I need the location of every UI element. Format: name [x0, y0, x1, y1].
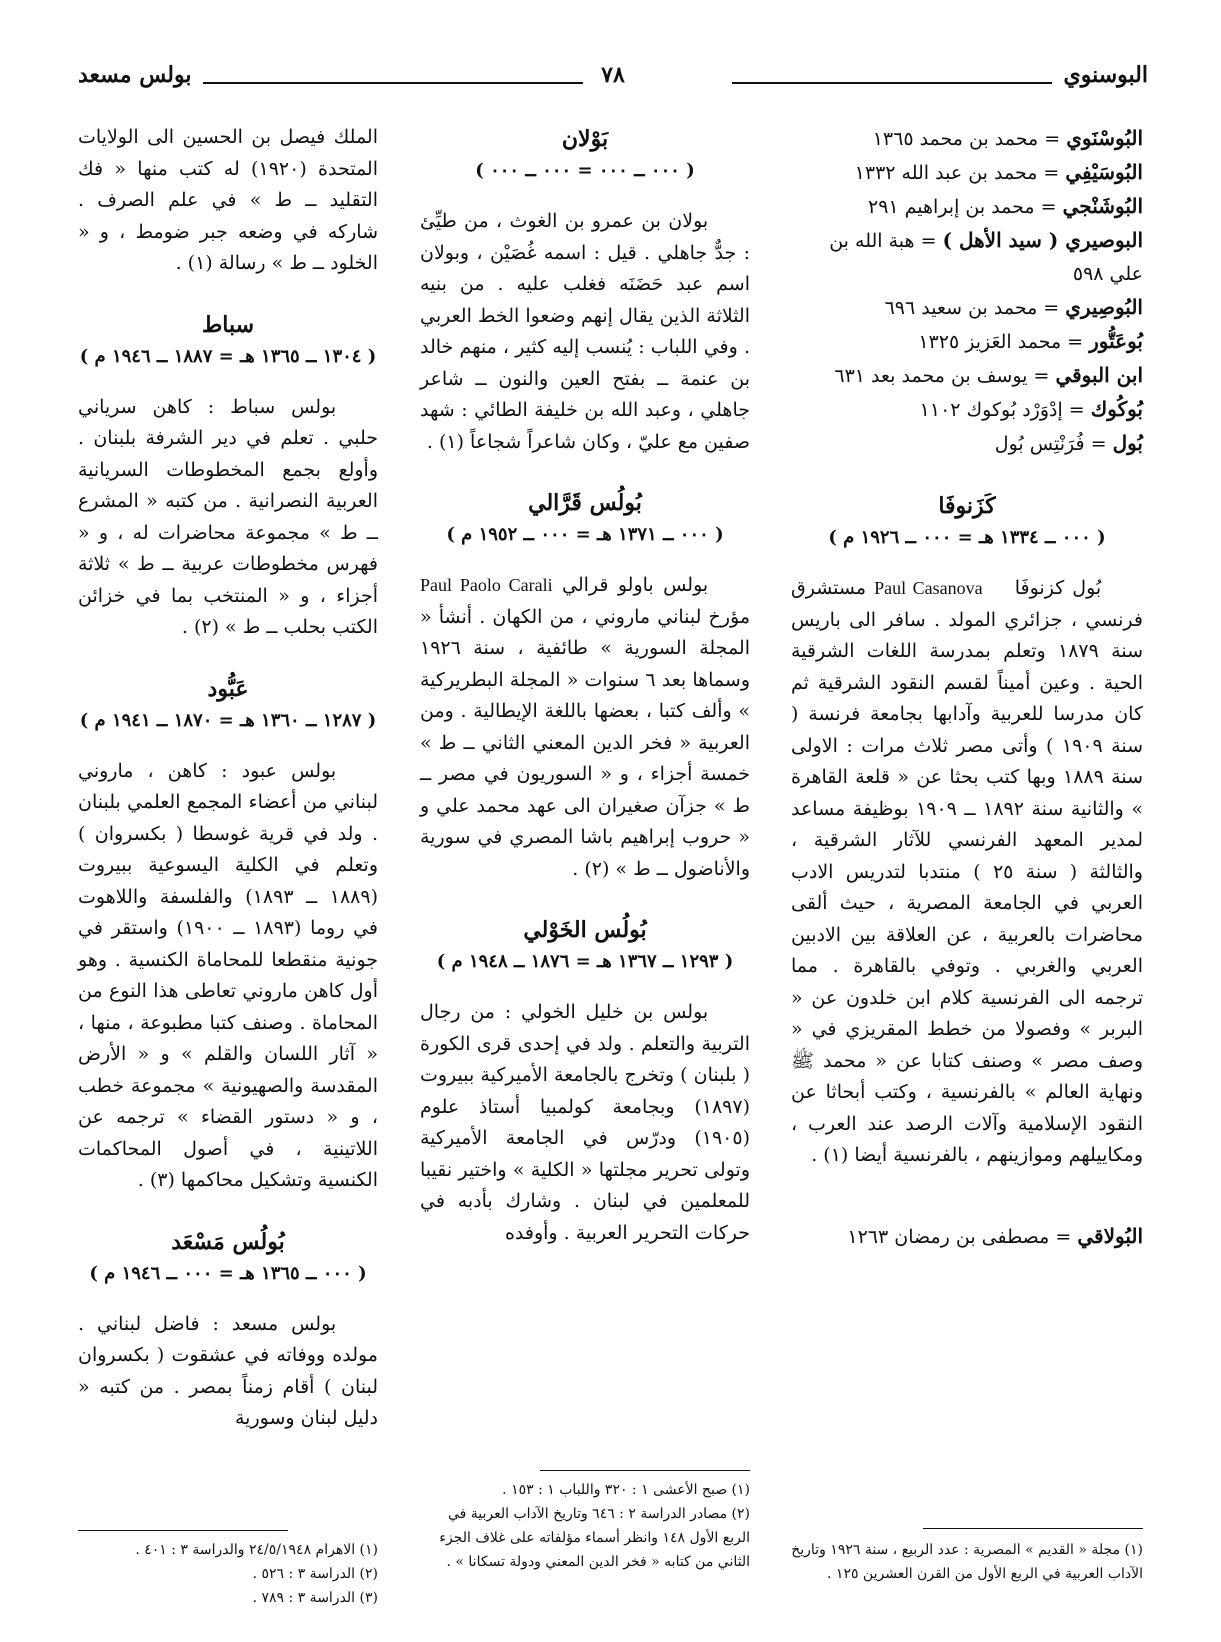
latin-name: Paul Casanova: [874, 578, 983, 598]
cross-reference: البُوسْنَوي = محمد بن محمد ١٣٦٥: [872, 126, 1143, 150]
entry-body: بولان بن عمرو بن الغوث ، من طيِّئ : جدٌّ جاهلي . قيل : اسمه غُصَيْن ، وبولان اسم عبد حَضَنَه فغلب عليه . من بنيه الثلاثة الذين يقال إنهم وضعوا الخط العربي . وفي اللباب : يُنسب إليه كثير ، منهم خالد بن عنمة ــ بفتح العين والنون ــ شاعر جاهلي ، وعبد الله بن خليفة الطائي : شهد صفين مع عليّ ، وكان شاعراً شجاعاً (١) .: [420, 210, 750, 453]
entry-dates: ( ١٣٠٤ ــ ١٣٦٥ هـ = ١٨٨٧ ــ ١٩٤٦ م ): [79, 345, 377, 367]
cross-reference: البُولاقي = مصطفى بن رمضان ١٢٦٣: [847, 1223, 1143, 1248]
header-rule-right: [732, 82, 1052, 84]
entry-title: سباط: [201, 311, 255, 338]
footnote: (١) مجلة « القديم » المصرية : عدد الربيع ، سنة ١٩٢٦ وتاريخ الآداب العربية في الربع الأول من القرن العشرين ١٢٥ .: [791, 1542, 1143, 1582]
running-header: [78, 62, 1148, 92]
cross-reference: البُوشَنْجي = محمد بن إبراهيم ٢٩١: [867, 194, 1143, 218]
entry-body: بولس بن خليل الخولي : من رجال التربية والتعلم . ولد في إحدى قرى الكورة ( بلبنان ) وتخرج بالجامعة الأميركية ببيروت (١٨٩٧) وبجامعة كولمبيا أستاذ علوم (١٩٠٥) ودرّس في الجامعة الأميركية وتولى تحرير مجلتها « الكلية » واختير نقيبا للمعلمين في لبنان . وشارك بأدبه في حركات التحرير العربية . وأوفده: [420, 1001, 750, 1244]
footnote: (١) الاهرام ٢٤/٥/١٩٤٨ والدراسة ٣ : ٤٠١ .: [135, 1542, 378, 1558]
left-footnotes: [78, 1538, 378, 1610]
entry-body: بولس عبود : كاهن ، ماروني لبناني من أعضاء المجمع العلمي بلبنان . ولد في قرية غوسطا ( بكسروان ) وتعلم في الكلية اليسوعية ببيروت (١٨٨٩ ــ ١٨٩٣) والفلسفة واللاهوت في روما (١٨٩٣ ــ ١٩٠٠) واستقر في جونية منقطعا للمحاماة الكنسية . وهو أول كاهن ماروني تعاطى هذا النوع من المحاماة . وصنف كتبا مطبوعة ، منها ، « آثار اللسان والقلم » و « الأرض المقدسة والصهيونية » مجموعة خطب ، و « دستور القضاء » ترجمه عن اللاتينية ، في أصول المحاكمات الكنسية وتشكيل محاكمها (٣) .: [78, 759, 379, 1191]
footnote: (٢) الدراسة ٣ : ٥٢٦ .: [252, 1566, 378, 1582]
latin-name: Paul Paolo Carali: [420, 575, 553, 595]
left-column: [78, 122, 378, 1435]
entry-title: عَبُّود: [207, 675, 249, 702]
middle-column: [420, 122, 750, 1249]
cross-reference: البُوصِيري = محمد بن سعيد ٦٩٦: [884, 295, 1143, 319]
header-last-entry: بولس مسعد: [78, 62, 192, 88]
cross-reference: بُول = فُرَنْتِس بُول: [994, 431, 1143, 455]
middle-footnotes: [420, 1478, 750, 1574]
cross-reference: البوصيري ( سيد الأهل ) = هبة الله بن علي ٥٩٨: [829, 228, 1143, 285]
entry-dates: ( ٠٠٠ ــ ٠٠٠ = ٠٠٠ ــ ٠٠٠ ): [475, 160, 695, 181]
entry-title: بَوْلان: [561, 126, 609, 152]
footnote: (١) صبح الأعشى ١ : ٣٢٠ واللباب ١ : ١٥٣ .: [502, 1482, 750, 1498]
entry-title: بُولُس الخَوْلي: [523, 917, 647, 943]
entry-dates: ( ٠٠٠ ــ ١٣٣٤ هـ = ٠٠٠ ــ ١٩٢٦ م ): [828, 527, 1106, 548]
footnote-rule-left: [78, 1530, 288, 1531]
entry-continuation: الملك فيصل بن الحسين الى الولايات المتحدة (١٩٢٠) له كتب منها « فك التقليد ــ ط » في علم الصرف . شاركه في وضعه جبر ضومط ، و « الخلود ــ ط » رسالة (١) .: [78, 126, 378, 274]
header-rule-left: [203, 82, 583, 84]
entry-title: بُولُس قَرَّالي: [528, 490, 642, 516]
page-number: ٧٨: [601, 62, 625, 88]
entry-dates: ( ١٢٨٧ ــ ١٣٦٠ هـ = ١٨٧٠ ــ ١٩٤١ م ): [79, 709, 377, 731]
footnote-rule-middle: [540, 1470, 750, 1471]
entry-title: بُولُس مَسْعَد: [171, 1228, 285, 1255]
right-footnotes: [791, 1538, 1143, 1586]
entry-dates: ( ٠٠٠ ــ ١٣٧١ هـ = ٠٠٠ ــ ١٩٥٢ م ): [446, 524, 724, 545]
entry-title: كَزَنوفَا: [938, 493, 996, 519]
cross-reference: بُوعَتُّور = محمد العَزيز ١٣٢٥: [918, 329, 1143, 353]
footnote: (٢) مصادر الدراسة ٢ : ٦٤٦ وتاريخ الآداب العربية في الربع الأول ١٤٨ وانظر أسماء مؤلفاته على غلاف الجزء الثاني من كتابه « فخر الدين المعني ودولة تسكانا » .: [439, 1506, 750, 1570]
entry-body: بولس مسعد : فاضل لبناني . مولده ووفاته في عشقوت ( بكسروان لبنان ) أقام زمناً بمصر . من كتبه « دليل لبنان وسورية: [78, 1312, 378, 1429]
cross-reference: بُوكُوك = إدْوَرْد بُوكوك ١١٠٢: [919, 397, 1143, 421]
footnote: (٣) الدراسة ٣ : ٧٨٩ .: [252, 1590, 378, 1606]
header-first-entry: البوسنوي: [1063, 62, 1148, 88]
right-column: [791, 122, 1143, 1254]
cross-reference: البُوسَيْفِي = محمد بن عبد الله ١٣٣٢: [854, 160, 1143, 184]
entry-body: بُول كزنوفَا Paul Casanova مستشرق فرنسي ، جزائري المولد . سافر الى باريس سنة ١٨٧٩ وتعلم بمدرسة اللغات الشرقية الحية . وعين أميناً لقسم النقود الشرقية ثم كان مدرسا للعربية وآدابها بجامعة فرنسة ( سنة ١٩٠٩ ) وأتى مصر ثلاث مرات : الاولى سنة ١٨٨٩ وبها كتب بحثا عن « قلعة القاهرة » والثانية سنة ١٨٩٢ ــ ١٩٠٩ بوظيفة مساعد لمدير المعهد الفرنسي للآثار الشرقية ، والثالثة ( سنة ٢٥ ) منتدبا لتدريس الادب العربي في الجامعة المصرية ، حيث ألقى محاضرات بالعربية ، عن العلاقة بين الادبين العربي والغربي . وتوفي بالقاهرة . مما ترجمه الى الفرنسية كلام ابن خلدون عن « البربر » وفصولا من خطط المقريزي في « وصف مصر » وصنف كتابا عن « محمد ﷺ ونهاية العالم » بالفرنسية ، وكتب أبحاثا عن النقود الإسلامية وآلات الرصد عند العرب ، ومكاييلهم وموازينهم ، بالفرنسية أيضا (١) .: [791, 577, 1144, 1166]
cross-reference: ابن البوقي = يوسف بن محمد بعد ٦٣١: [834, 363, 1143, 387]
entry-body: بولس باولو قرالي Paul Paolo Carali مؤرخ لبناني ماروني ، من الكهان . أنشأ « المجلة السورية » طائفية ، سنة ١٩٢٦ وسماها بعد ٦ سنوات « المجلة البطريركية » وألف كتبا ، بعضها باللغة الإيطالية . ومن العربية « فخر الدين المعني الثاني ــ ط » خمسة أجزاء ، و « السوريون في مصر ــ ط » جزآن صغيران الى عهد محمد علي و « حروب إبراهيم باشا المصري في سورية والأناضول ــ ط » (٢) .: [420, 574, 751, 880]
entry-dates: ( ١٢٩٣ ــ ١٣٦٧ هـ = ١٨٧٦ ــ ١٩٤٨ م ): [436, 951, 734, 972]
entry-body: بولس سباط : كاهن سرياني حلبي . تعلم في دير الشرفة بلبنان . وأولع بجمع المخطوطات السريانية العربية النصرانية . من كتبه « المشرع ــ ط » مجموعة محاضرات له ، و « فهرس مخطوطات عربية ــ ط » ثلاثة أجزاء ، و « المنتخب بما في خزائن الكتب بحلب ــ ط » (٢) .: [78, 395, 378, 638]
footnote-rule-right: [923, 1528, 1143, 1529]
entry-dates: ( ٠٠٠ ــ ١٣٦٥ هـ = ٠٠٠ ــ ١٩٤٦ م ): [89, 1262, 367, 1284]
